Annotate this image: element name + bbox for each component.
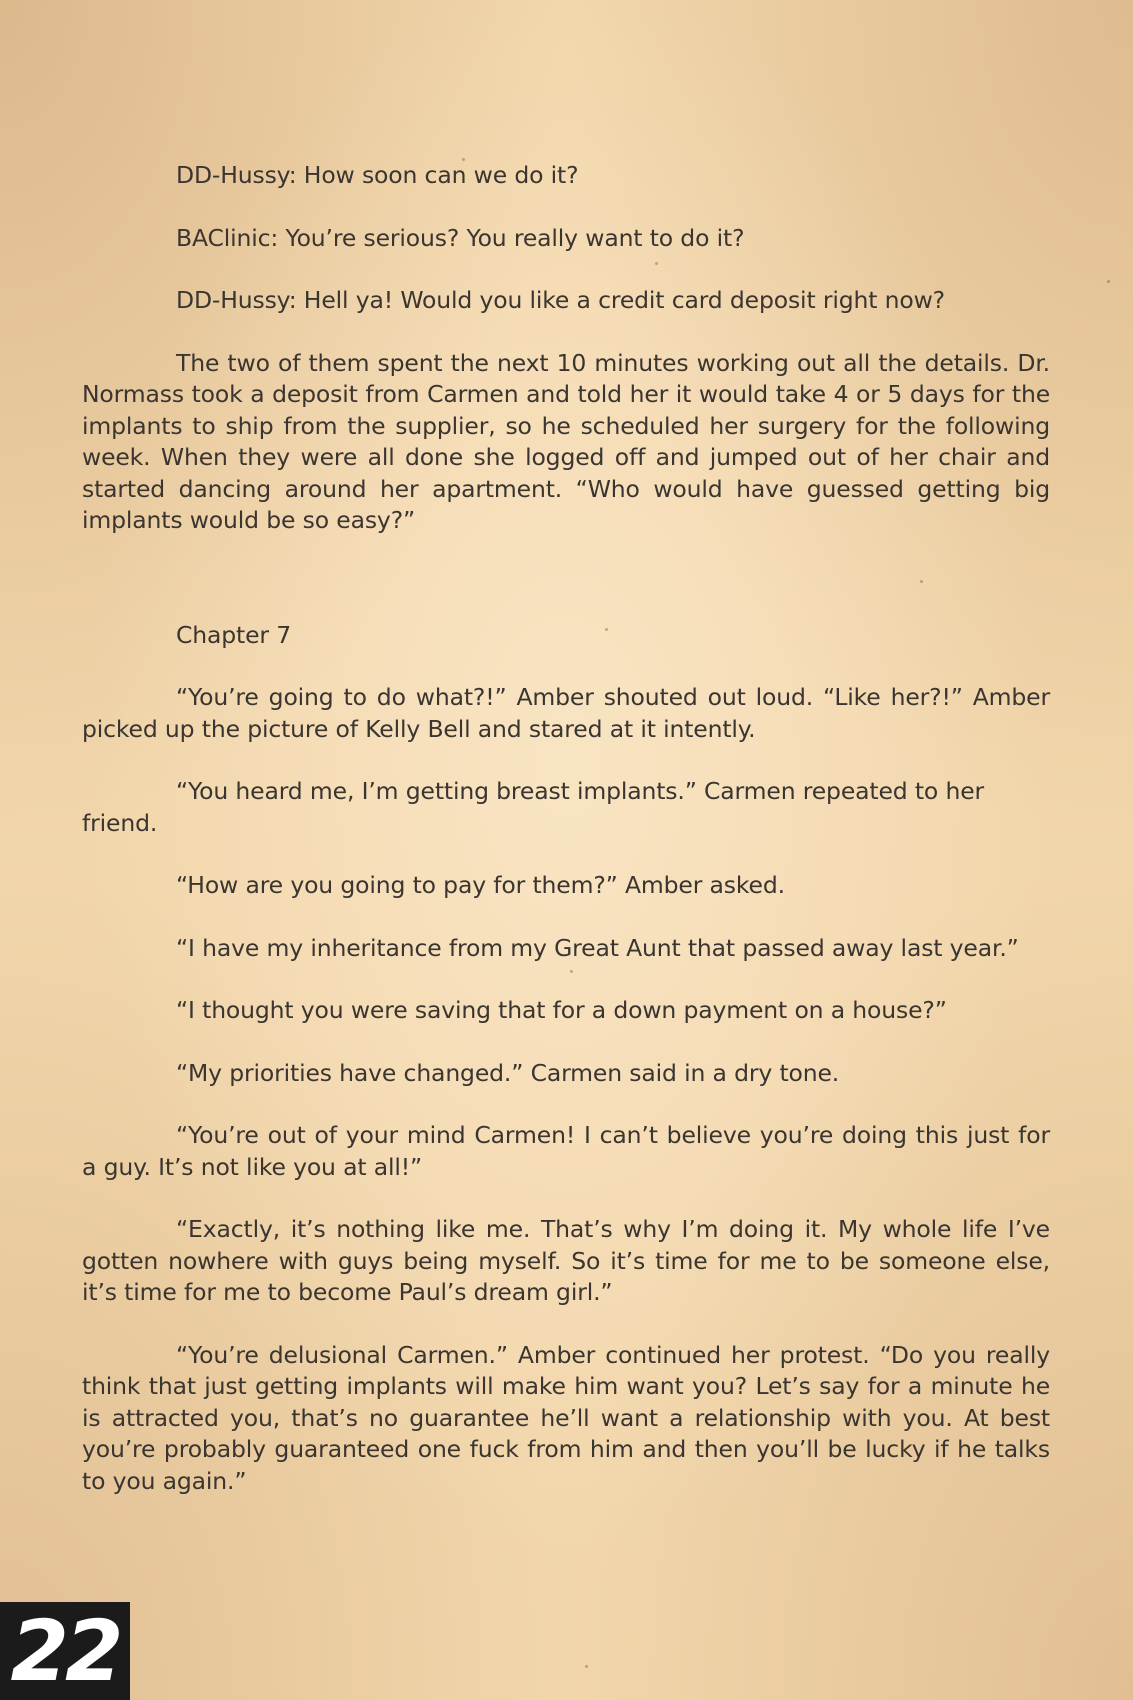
document-page	[82, 160, 1050, 1528]
narrative-paragraph: “Exactly, it’s nothing like me. That’s why I’m doing it. My whole life I’ve gotten nowhere with guys being myself. So it’s time for me to be someone else, it’s time for me to become Paul’s dream girl.”	[82, 1215, 1050, 1306]
narrative-paragraph: “How are you going to pay for them?” Amber asked.	[176, 871, 785, 899]
narrative-paragraph: “You heard me, I’m getting breast implants.” Carmen repeated to her friend.	[82, 777, 985, 837]
paper-speck	[585, 1665, 588, 1668]
section-gap	[82, 568, 1050, 620]
narrative-paragraph: The two of them spent the next 10 minutes working out all the details. Dr. Normass took a deposit from Carmen and told her it would take 4 or 5 days for the implants to ship from the supplier, so he scheduled her surgery for the following week. When they were all done she logged off and jumped out of her chair and started dancing around her apartment. “Who would have guessed getting big implants would be so easy?”	[82, 348, 1050, 534]
paper-speck	[1107, 280, 1110, 283]
narrative-paragraph: “I thought you were saving that for a down payment on a house?”	[176, 996, 947, 1024]
chat-line: DD-Hussy: How soon can we do it?	[176, 161, 579, 189]
narrative-paragraph: “My priorities have changed.” Carmen said in a dry tone.	[176, 1058, 840, 1087]
narrative-paragraph: “I have my inheritance from my Great Aunt that passed away last year.”	[176, 933, 1019, 962]
narrative-paragraph: “You’re delusional Carmen.” Amber continued her protest. “Do you really think that just getting implants will make him want you? Let’s say for a minute he is attracted you, that’s no guarantee he’ll want a relationship with you. At best you’re probably guaranteed one fuck from him and then you’ll be lucky if he talks to you again.”	[82, 1340, 1050, 1495]
chat-line: BAClinic: You’re serious? You really want to do it?	[176, 223, 745, 252]
narrative-paragraph: “You’re going to do what?!” Amber shouted out loud. “Like her?!” Amber picked up the picture of Kelly Bell and stared at it intently.	[82, 683, 1050, 743]
chapter-heading: Chapter 7	[176, 620, 292, 649]
page-number: 22	[0, 1602, 130, 1700]
chat-line: DD-Hussy: Hell ya! Would you like a credit card deposit right now?	[176, 286, 945, 314]
narrative-paragraph: “You’re out of your mind Carmen! I can’t believe you’re doing this just for a guy. It’s not like you at all!”	[82, 1121, 1050, 1181]
